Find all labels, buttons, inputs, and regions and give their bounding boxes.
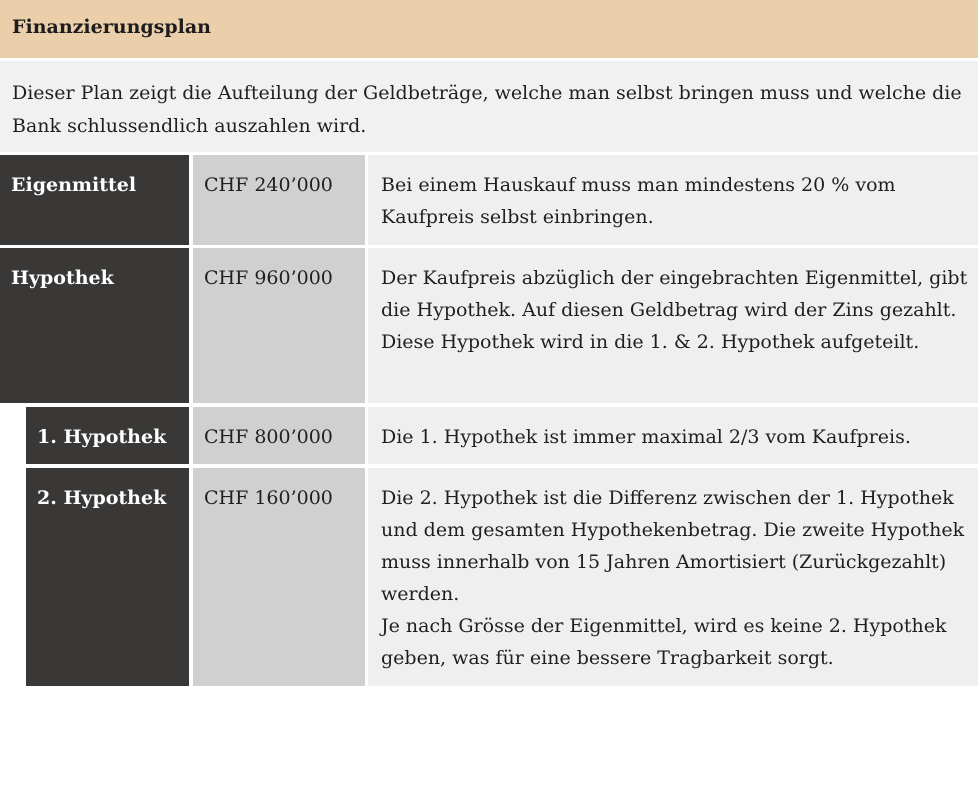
row-description-eigenmittel [368,155,978,245]
description-line: Je nach Grösse der Eigenmittel, wird es keine 2. Hypothek geben, was für eine bessere Tragbarkeit sorgt. [381,615,947,669]
description-line: Diese Hypothek wird in die 1. & 2. Hypothek aufgeteilt. [381,331,920,353]
description-line: Der Kaufpreis abzüglich der eingebrachten Eigenmittel, gibt die Hypothek. Auf diesen Geldbetrag wird der Zins gezahlt. [381,267,968,321]
row-amount-hypothek: CHF 960’000 [193,248,365,403]
row-amount-1-hypothek: CHF 800’000 [193,407,365,464]
description-line: Bei einem Hauskauf muss man mindestens 20 % vom Kaufpreis selbst einbringen. [381,174,896,228]
row-description-2-hypothek [368,468,978,686]
row-description-hypothek [368,248,978,403]
row-description-1-hypothek [368,407,978,464]
row-amount-eigenmittel: CHF 240’000 [193,155,365,245]
row-label-2-hypothek: 2. Hypothek [26,468,189,686]
row-label-1-hypothek: 1. Hypothek [26,407,189,464]
row-amount-2-hypothek: CHF 160’000 [193,468,365,686]
row-label-eigenmittel: Eigenmittel [0,155,189,245]
description-line: Die 2. Hypothek ist die Differenz zwischen der 1. Hypothek und dem gesamten Hypothekenbetrag. Die zweite Hypothek muss innerhalb von 15 Jahren Amortisiert (Zurückgezahlt) werden. [381,487,965,605]
page-title: Finanzierungsplan [0,0,978,58]
intro-text: Dieser Plan zeigt die Aufteilung der Geldbeträge, welche man selbst bringen muss und welche die Bank schlussendlich auszahlen wird. [0,61,978,152]
row-label-hypothek: Hypothek [0,248,189,403]
description-line: Die 1. Hypothek ist immer maximal 2/3 vom Kaufpreis. [381,426,911,448]
